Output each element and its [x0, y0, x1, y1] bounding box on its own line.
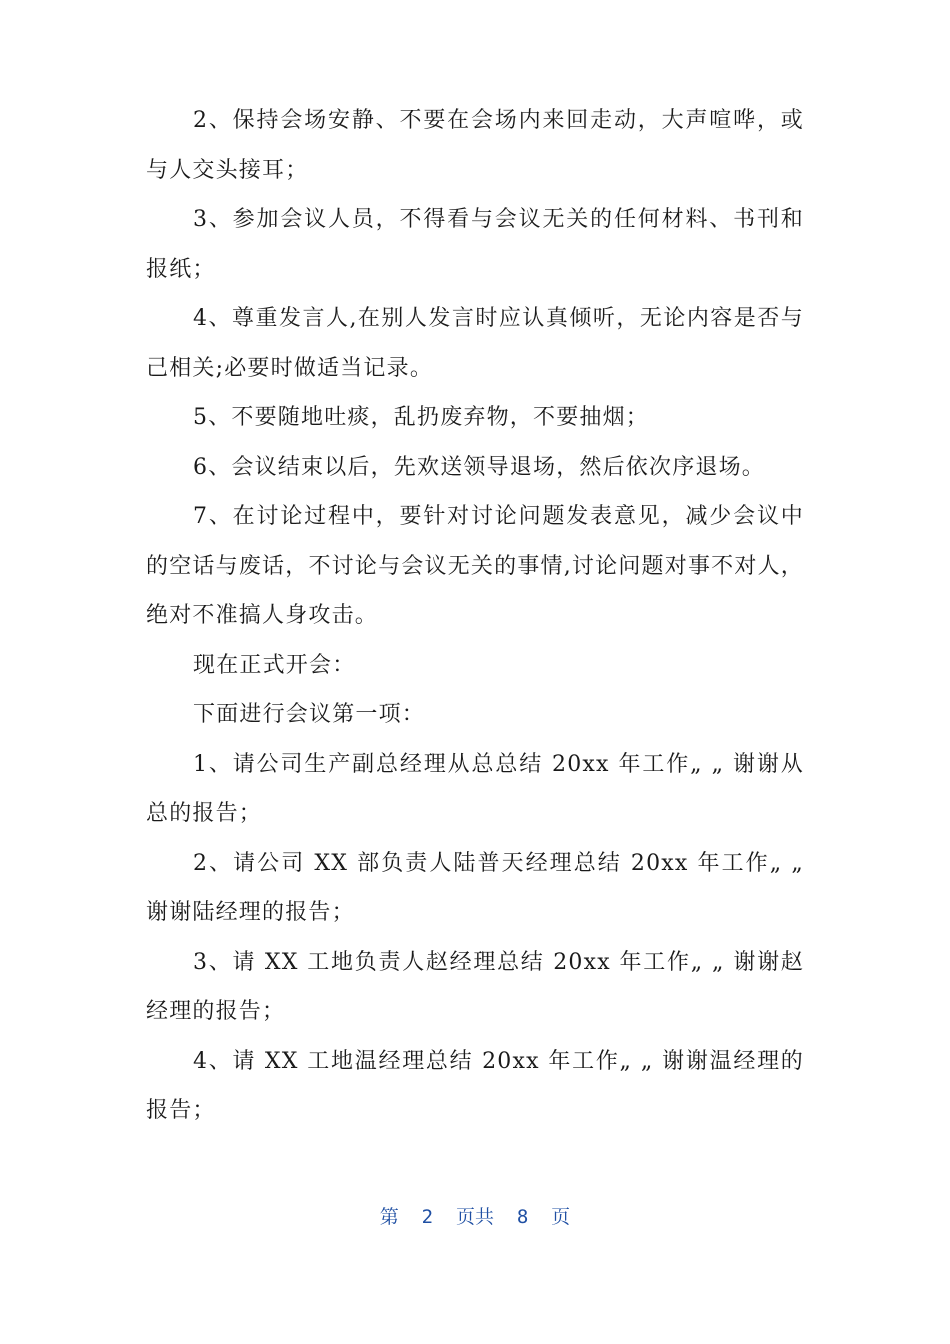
page-number-footer: 第 2 页共 8 页 — [379, 1206, 571, 1228]
paragraph-report-3: 3、请 XX 工地负责人赵经理总结 20xx 年工作„ „ 谢谢赵经理的报告； — [146, 949, 804, 1024]
paragraph-rule-6: 6、会议结束以后，先欢送领导退场，然后依次序退场。 — [193, 454, 765, 480]
paragraph-rule-4: 4、尊重发言人,在别人发言时应认真倾听，无论内容是否与己相关;必要时做适当记录。 — [146, 306, 804, 381]
paragraph-agenda-item-1: 下面进行会议第一项： — [193, 702, 426, 727]
paragraph-rule-3: 3、参加会议人员，不得看与会议无关的任何材料、书刊和报纸； — [146, 207, 804, 282]
paragraph-meeting-start: 现在正式开会： — [193, 652, 356, 678]
paragraph-rule-5: 5、不要随地吐痰，乱扔废弃物，不要抽烟； — [193, 405, 649, 430]
paragraph-report-2: 2、请公司 XX 部负责人陆普天经理总结 20xx 年工作„ „ 谢谢陆经理的报告； — [146, 850, 804, 925]
paragraph-rule-7: 7、在讨论过程中，要针对讨论问题发表意见，减少会议中的空话与废话，不讨论与会议无关的事情,讨论问题对事不对人，绝对不准搞人身攻击。 — [146, 504, 804, 628]
document-body — [146, 96, 804, 1136]
paragraph-rule-2: 2、保持会场安静、不要在会场内来回走动，大声喧哗，或与人交头接耳； — [146, 108, 804, 183]
paragraph-report-4: 4、请 XX 工地温经理总结 20xx 年工作„ „ 谢谢温经理的报告； — [146, 1048, 804, 1123]
paragraph-report-1: 1、请公司生产副总经理从总总结 20xx 年工作„ „ 谢谢从总的报告； — [146, 751, 804, 826]
